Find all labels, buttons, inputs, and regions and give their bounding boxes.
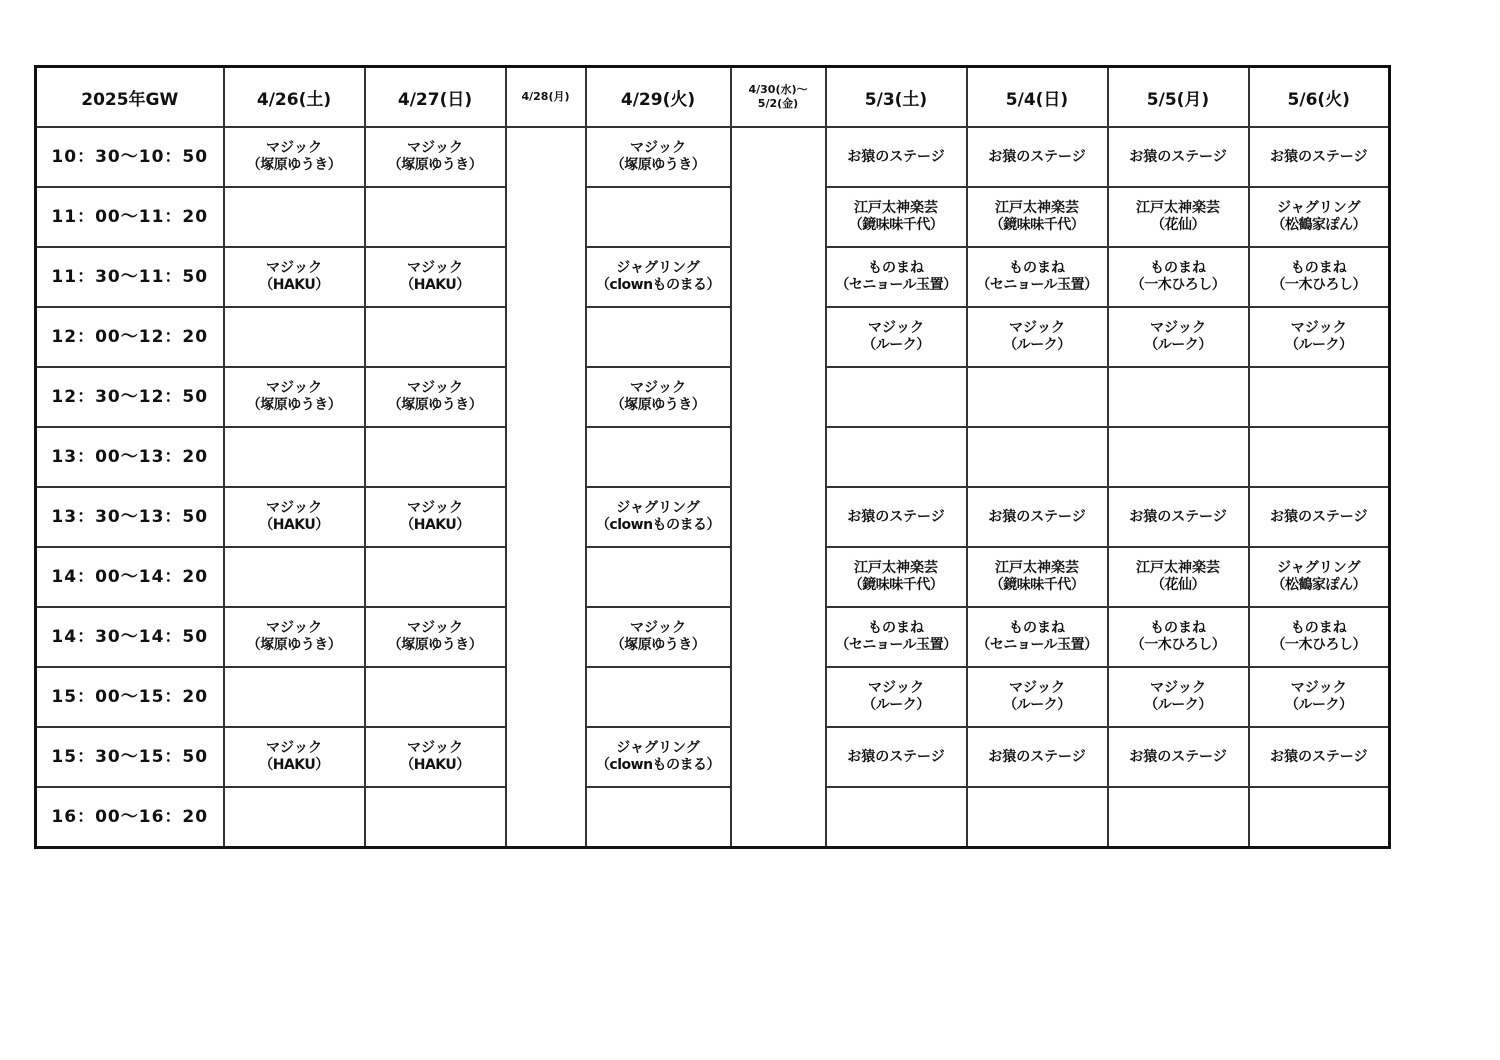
performance-cell	[967, 667, 1108, 727]
act-title: マジック	[266, 260, 322, 276]
empty-cell	[224, 547, 365, 607]
time-slot-row	[36, 547, 1390, 607]
performance-cell	[224, 487, 365, 547]
performance-cell	[967, 247, 1108, 307]
performance-cell	[1108, 247, 1249, 307]
time-slot-label: 15：30〜15：50	[36, 727, 224, 787]
performer-name: （鏡味味千代）	[989, 577, 1085, 593]
date-header: 5/4(日)	[967, 67, 1108, 128]
empty-cell	[826, 787, 967, 848]
performance-cell	[1108, 487, 1249, 547]
time-slot-label: 13：30〜13：50	[36, 487, 224, 547]
performer-name: （鏡味味千代）	[848, 577, 944, 593]
act-title: 江戸太神楽芸	[1136, 200, 1220, 216]
act-title: ジャグリング	[616, 260, 700, 276]
act-title: ジャグリング	[1277, 560, 1361, 576]
performance-cell	[826, 247, 967, 307]
act-title: マジック	[630, 380, 686, 396]
performance-cell	[586, 247, 731, 307]
performer-name: （一木ひろし）	[1130, 277, 1226, 293]
empty-cell	[586, 547, 731, 607]
time-slot-label: 14：00〜14：20	[36, 547, 224, 607]
act-title: 江戸太神楽芸	[995, 560, 1079, 576]
empty-cell	[586, 667, 731, 727]
empty-cell	[224, 307, 365, 367]
time-slot-row	[36, 427, 1390, 487]
act-title: お猿のステージ	[1270, 508, 1368, 525]
act-title: ものまね	[1009, 620, 1065, 636]
performance-cell	[967, 547, 1108, 607]
empty-cell	[365, 667, 506, 727]
performance-cell	[224, 727, 365, 787]
performer-name: （ルーク）	[1144, 697, 1212, 713]
performance-cell	[826, 127, 967, 187]
empty-cell	[1108, 427, 1249, 487]
time-slot-row	[36, 127, 1390, 187]
performer-name: （clownものまる）	[595, 277, 721, 293]
performance-cell	[1249, 547, 1390, 607]
time-slot-label: 12：00〜12：20	[36, 307, 224, 367]
performance-cell	[1249, 187, 1390, 247]
act-title: お猿のステージ	[988, 748, 1086, 765]
performer-name: （一木ひろし）	[1271, 637, 1366, 653]
date-header-line: 5/2(金)	[757, 97, 799, 110]
act-title: ジャグリング	[616, 740, 700, 756]
performer-name: （HAKU）	[400, 757, 470, 773]
performer-name: （ルーク）	[1003, 337, 1071, 353]
time-slot-label: 11：30〜11：50	[36, 247, 224, 307]
performance-cell	[586, 487, 731, 547]
act-title: マジック	[1009, 320, 1065, 336]
performance-cell	[967, 727, 1108, 787]
performance-cell	[586, 607, 731, 667]
performance-cell	[1249, 127, 1390, 187]
act-title: 江戸太神楽芸	[995, 200, 1079, 216]
performance-cell	[1249, 607, 1390, 667]
performance-cell	[586, 727, 731, 787]
act-title: 江戸太神楽芸	[854, 560, 938, 576]
performer-name: （塚原ゆうき）	[610, 397, 706, 413]
time-slot-row	[36, 787, 1390, 848]
performance-cell	[365, 607, 506, 667]
performer-name: （セニョール玉置）	[976, 277, 1098, 293]
performer-name: （塚原ゆうき）	[387, 397, 483, 413]
performance-cell	[365, 247, 506, 307]
performer-name: （一木ひろし）	[1271, 277, 1366, 293]
time-slot-row	[36, 727, 1390, 787]
act-title: マジック	[868, 320, 924, 336]
performer-name: （塚原ゆうき）	[387, 637, 483, 653]
performer-name: （HAKU）	[259, 277, 329, 293]
empty-cell	[967, 367, 1108, 427]
performer-name: （一木ひろし）	[1130, 637, 1226, 653]
time-slot-row	[36, 487, 1390, 547]
act-title: ものまね	[868, 620, 924, 636]
performance-cell	[224, 127, 365, 187]
date-header-line: 4/30(水)〜	[748, 83, 808, 96]
performance-cell	[826, 727, 967, 787]
empty-cell	[224, 427, 365, 487]
performance-cell	[1108, 187, 1249, 247]
performance-cell	[826, 667, 967, 727]
performance-cell	[224, 247, 365, 307]
performance-cell	[1249, 247, 1390, 307]
act-title: マジック	[407, 500, 463, 516]
act-title: ものまね	[1290, 620, 1347, 636]
performance-cell	[1108, 727, 1249, 787]
act-title: お猿のステージ	[847, 508, 945, 525]
act-title: マジック	[407, 620, 463, 636]
performer-name: （ルーク）	[1144, 337, 1212, 353]
date-header: 4/28(月)	[506, 67, 586, 128]
performer-name: （塚原ゆうき）	[246, 157, 342, 173]
performance-cell	[826, 607, 967, 667]
act-title: 江戸太神楽芸	[854, 200, 938, 216]
performance-cell	[826, 487, 967, 547]
empty-cell	[1249, 367, 1390, 427]
performance-cell	[1249, 667, 1390, 727]
act-title: ジャグリング	[1277, 200, 1361, 216]
performer-name: （HAKU）	[400, 517, 470, 533]
empty-cell	[1108, 367, 1249, 427]
date-header: 4/29(火)	[586, 67, 731, 128]
act-title: ものまね	[1150, 620, 1206, 636]
performance-cell	[1249, 487, 1390, 547]
act-title: お猿のステージ	[847, 748, 945, 765]
act-title: お猿のステージ	[1129, 148, 1227, 165]
time-slot-label: 12：30〜12：50	[36, 367, 224, 427]
performer-name: （花仙）	[1151, 577, 1205, 593]
performer-name: （松鶴家ぽん）	[1271, 577, 1366, 593]
performance-cell	[826, 547, 967, 607]
time-slot-label: 16：00〜16：20	[36, 787, 224, 848]
act-title: ジャグリング	[616, 500, 700, 516]
time-slot-label: 10：30〜10：50	[36, 127, 224, 187]
act-title: マジック	[1290, 320, 1347, 336]
act-title: ものまね	[1150, 260, 1206, 276]
performer-name: （セニョール玉置）	[976, 637, 1098, 653]
performer-name: （HAKU）	[259, 517, 329, 533]
act-title: マジック	[1290, 680, 1347, 696]
empty-cell	[224, 787, 365, 848]
empty-cell	[365, 187, 506, 247]
act-title: マジック	[266, 380, 322, 396]
performer-name: （塚原ゆうき）	[610, 637, 706, 653]
empty-cell	[967, 427, 1108, 487]
time-slot-label: 14：30〜14：50	[36, 607, 224, 667]
closed-days-column	[731, 127, 826, 848]
performance-cell	[967, 607, 1108, 667]
performance-cell	[1108, 307, 1249, 367]
act-title: お猿のステージ	[1129, 748, 1227, 765]
performance-cell	[365, 127, 506, 187]
performer-name: （ルーク）	[862, 697, 930, 713]
date-header: 4/26(土)	[224, 67, 365, 128]
closed-day-column	[506, 127, 586, 848]
act-title: お猿のステージ	[1270, 148, 1368, 165]
performance-cell	[365, 727, 506, 787]
act-title: マジック	[1150, 680, 1206, 696]
empty-cell	[365, 547, 506, 607]
performance-cell	[586, 127, 731, 187]
performer-name: （clownものまる）	[595, 517, 721, 533]
performer-name: （鏡味味千代）	[848, 217, 944, 233]
performer-name: （塚原ゆうき）	[610, 157, 706, 173]
act-title: マジック	[407, 740, 463, 756]
performer-name: （花仙）	[1151, 217, 1205, 233]
act-title: マジック	[630, 620, 686, 636]
date-header: 5/5(月)	[1108, 67, 1249, 128]
performance-cell	[967, 487, 1108, 547]
empty-cell	[224, 187, 365, 247]
performer-name: （塚原ゆうき）	[387, 157, 483, 173]
corner-title: 2025年GW	[36, 67, 224, 128]
performance-cell	[1108, 547, 1249, 607]
time-slot-row	[36, 247, 1390, 307]
act-title: ものまね	[868, 260, 924, 276]
act-title: 江戸太神楽芸	[1136, 560, 1220, 576]
act-title: お猿のステージ	[847, 148, 945, 165]
time-slot-row	[36, 607, 1390, 667]
act-title: マジック	[868, 680, 924, 696]
time-slot-label: 15：00〜15：20	[36, 667, 224, 727]
date-header: 5/6(火)	[1249, 67, 1390, 128]
performer-name: （ルーク）	[1003, 697, 1071, 713]
performer-name: （ルーク）	[1285, 697, 1353, 713]
act-title: マジック	[407, 380, 463, 396]
empty-cell	[1249, 427, 1390, 487]
performance-cell	[1108, 607, 1249, 667]
empty-cell	[224, 667, 365, 727]
time-slot-row	[36, 367, 1390, 427]
performance-cell	[1108, 127, 1249, 187]
date-header	[731, 67, 826, 128]
act-title: マジック	[266, 620, 322, 636]
time-slot-label: 13：00〜13：20	[36, 427, 224, 487]
act-title: マジック	[266, 500, 322, 516]
performer-name: （ルーク）	[862, 337, 930, 353]
time-slot-row	[36, 187, 1390, 247]
performance-cell	[967, 127, 1108, 187]
performance-cell	[1249, 307, 1390, 367]
act-title: ものまね	[1009, 260, 1065, 276]
empty-cell	[826, 367, 967, 427]
performance-cell	[224, 367, 365, 427]
date-header: 5/3(土)	[826, 67, 967, 128]
performer-name: （鏡味味千代）	[989, 217, 1085, 233]
time-slot-row	[36, 667, 1390, 727]
empty-cell	[365, 307, 506, 367]
performer-name: （HAKU）	[400, 277, 470, 293]
performer-name: （セニョール玉置）	[835, 637, 957, 653]
performance-cell	[586, 367, 731, 427]
empty-cell	[967, 787, 1108, 848]
act-title: マジック	[630, 140, 686, 156]
act-title: お猿のステージ	[1270, 748, 1368, 765]
performance-cell	[365, 487, 506, 547]
time-slot-label: 11：00〜11：20	[36, 187, 224, 247]
performance-cell	[967, 187, 1108, 247]
empty-cell	[586, 187, 731, 247]
schedule-body	[36, 127, 1390, 848]
performer-name: （松鶴家ぽん）	[1271, 217, 1366, 233]
date-header: 4/27(日)	[365, 67, 506, 128]
performance-cell	[826, 187, 967, 247]
empty-cell	[1249, 787, 1390, 848]
act-title: マジック	[1150, 320, 1206, 336]
empty-cell	[586, 427, 731, 487]
empty-cell	[826, 427, 967, 487]
act-title: マジック	[407, 260, 463, 276]
empty-cell	[365, 787, 506, 848]
performance-cell	[967, 307, 1108, 367]
performer-name: （セニョール玉置）	[835, 277, 957, 293]
performer-name: （塚原ゆうき）	[246, 397, 342, 413]
performer-name: （ルーク）	[1285, 337, 1353, 353]
empty-cell	[1108, 787, 1249, 848]
act-title: マジック	[266, 740, 322, 756]
act-title: マジック	[407, 140, 463, 156]
performer-name: （clownものまる）	[595, 757, 721, 773]
act-title: ものまね	[1290, 260, 1347, 276]
act-title: マジック	[1009, 680, 1065, 696]
time-slot-row	[36, 307, 1390, 367]
performance-cell	[1249, 727, 1390, 787]
performance-cell	[1108, 667, 1249, 727]
empty-cell	[586, 307, 731, 367]
empty-cell	[365, 427, 506, 487]
act-title: お猿のステージ	[988, 148, 1086, 165]
performer-name: （塚原ゆうき）	[246, 637, 342, 653]
act-title: マジック	[266, 140, 322, 156]
header-row	[36, 67, 1390, 128]
performer-name: （HAKU）	[259, 757, 329, 773]
performance-cell	[826, 307, 967, 367]
empty-cell	[586, 787, 731, 848]
act-title: お猿のステージ	[1129, 508, 1227, 525]
performance-cell	[224, 607, 365, 667]
act-title: お猿のステージ	[988, 508, 1086, 525]
gw-schedule-table	[34, 65, 1391, 849]
performance-cell	[365, 367, 506, 427]
